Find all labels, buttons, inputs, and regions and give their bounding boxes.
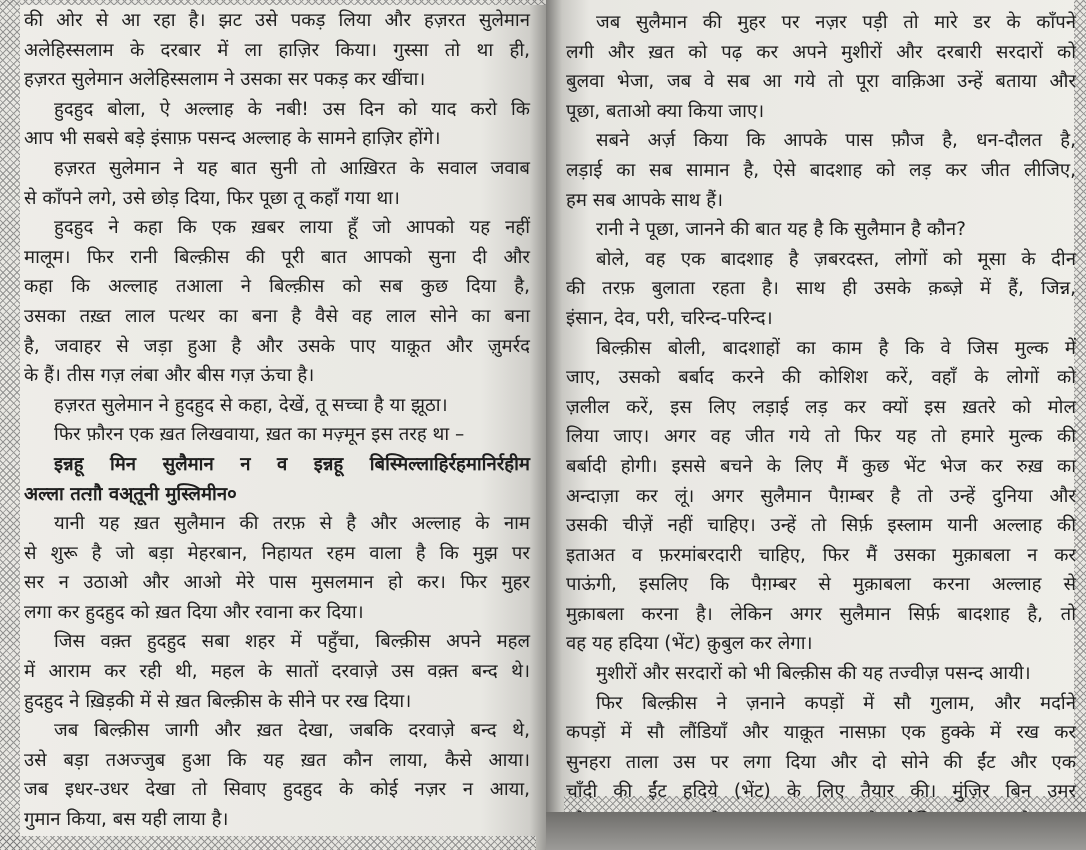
text-line: जिस वक़्त हुदहुद सबा शहर में पहुँचा, बिल्क़ीस अपने महल (54, 631, 530, 653)
right-page-text (566, 8, 1076, 837)
bottom-border-pattern (0, 836, 536, 850)
text-line: इंसान, देव, परी, चरिन्द-परिन्द। (566, 307, 773, 329)
right-page (546, 0, 1086, 812)
page-shadow (546, 812, 1086, 850)
text-line: जब बिल्क़ीस जागी और ख़त देखा, जबकि दरवाज़े बन्द थे, (54, 720, 530, 742)
text-line: बोले, वह एक बादशाह है ज़बरदस्त, लोगों को मूसा के दीन (596, 248, 1076, 270)
text-line: में आराम कर रही थी, महल के सातों दरवाज़े उस वक़्त बन्द थे। (24, 661, 530, 683)
left-page-text (24, 6, 530, 835)
text-line: मुक़ाबला करना है। लेकिन अगर सुलैमान सिर्फ़ बादशाह है, तो (566, 603, 1076, 625)
text-line: कहा कि अल्लाह तआला ने बिल्क़ीस को सब कुछ दिया है, (24, 276, 530, 298)
text-line: सबने अर्ज़ किया कि आपके पास फ़ौज है, धन-दौलत है, (596, 130, 1076, 152)
text-line: मालूम। फिर रानी बिल्क़ीस की पूरी बात आपको सुना दी और (24, 246, 530, 268)
text-line: लड़ाई का सब सामान है, ऐसे बादशाह को लड़ कर जीत लीजिए, (566, 159, 1076, 181)
text-line: हज़रत सुलेमान ने हुदहुद से कहा, देखें, तू सच्चा है या झूठा। (54, 394, 448, 416)
text-line: की तरफ़ बुलाता रहता है। साथ ही उसके क़ब्ज़े में हैं, जिन्न, (566, 278, 1076, 300)
text-line: जब सुलैमान की मुहर पर नज़र पड़ी तो मारे डर के काँपने (596, 12, 1076, 33)
text-line: फिर फ़ौरन एक ख़त लिखवाया, ख़त का मज़्मून इस तरह था – (54, 424, 465, 446)
text-line: सर न उठाओ और आओ मेरे पास मुसलमान हो कर। फिर मुहर (24, 572, 530, 594)
text-line: उसे बड़ा तअज्जुब हुआ कि यह ख़त कौन लाया, कैसे आया। (24, 749, 530, 771)
text-line: वह यह हदिया (भेंट) क़ुबुल कर लेगा। (566, 633, 813, 655)
text-line: फिर बिल्क़ीस ने ज़नाने कपड़ों में सौ गुलाम, और मर्दाने (596, 692, 1076, 714)
text-line: कपड़ों में सौ लौंडियाँ और याक़ूत नासफ़ा एक हुक्के में रख कर (566, 722, 1076, 744)
left-border-pattern (0, 0, 20, 850)
text-line: रानी ने पूछा, जानने की बात यह है कि सुलैमान है कौन? (596, 219, 966, 241)
text-line: हुदहुद बोला, ऐ अल्लाह के नबी! उस दिन को याद करो कि (54, 98, 530, 120)
quoted-letter-line: इन्नहू मिन सुलैमान न व इन्नहू बिस्मिल्लाहिर्रहमानिर्रहीम (54, 453, 530, 475)
text-line: बुलवा भेजा, जब वे सब आ गये तो पूरा वाक़िआ उन्हें बताया और (566, 71, 1076, 93)
text-line: हज़रत सुलेमान अलेहिस्सलाम ने उसका सर पकड़ कर खींचा। (24, 69, 426, 91)
text-line: यानी यह ख़त सुलैमान की तरफ़ से है और अल्लाह के नाम (54, 513, 530, 535)
text-line: से काँपने लगे, उसे छोड़ दिया, फिर पूछा तू कहाँ गया था। (24, 187, 400, 209)
text-line: उसकी चीज़ें नहीं चाहिए। उन्हें तो सिर्फ़ इस्लाम यानी अल्लाह की (566, 515, 1076, 537)
text-line: लगा कर हुदहुद को ख़त दिया और रवाना कर दिया। (24, 601, 364, 623)
text-line: लगी और ख़त को पढ़ कर अपने मुशीरों और दरबारी सरदारों को (566, 41, 1076, 63)
text-line: के हैं। तीस गज़ लंबा और बीस गज़ ऊंचा है। (24, 365, 315, 387)
text-line: जब इधर-उधर देखा तो सिवाए हुदहुद के कोई नज़र न आया, (24, 779, 530, 801)
text-line: लिया जाए। अगर वह जीत गये तो फिर यह तो हमारे मुल्क की (566, 426, 1076, 448)
text-line: से शुरू है जो बड़ा मेहरबान, निहायत रहम वाला है कि मुझ पर (24, 542, 530, 564)
text-line: उसका तख़्त लाल पत्थर का बना है वैसे वह लाल सोने का बना (24, 305, 530, 327)
text-line: की ओर से आ रहा है। झट उसे पकड़ लिया और हज़रत सुलेमान (24, 10, 530, 31)
text-line: ज़लील करें, इस लिए लड़ाई लड़ कर क्यों इस ख़तरे को मोल (566, 396, 1076, 418)
top-border-pattern (0, 0, 546, 5)
text-line: बिल्क़ीस बोली, बादशाहों का काम है कि वे जिस मुल्क में (596, 337, 1076, 359)
quoted-letter-line: अल्ला तत्ग़ौ वअ्तूनी मुस्लिमीन० (24, 483, 237, 505)
text-line: पाऊंगी, इसलिए कि पैग़म्बर से मुक़ाबला करना अल्लाह से (566, 574, 1076, 596)
text-line: हज़रत सुलेमान ने यह बात सुनी तो आख़िरत के सवाल जवाब (54, 157, 530, 179)
text-line: इताअत व फ़रमांबरदारी चाहिए, फिर मैं उसका मुक़ाबला न कर (566, 544, 1076, 566)
text-line: मुशीरों और सरदारों को भी बिल्क़ीस की यह तज्वीज़ पसन्द आयी। (596, 663, 1031, 685)
text-line: अलेहिस्सलाम के दरबार में ला हाज़िर किया। गुस्सा तो था ही, (24, 39, 530, 61)
text-line: सुनहरा ताला उस पर लगा दिया और दो सोने की ईंट और एक (566, 751, 1076, 773)
text-line: हुदहुद ने कहा कि एक ख़बर लाया हूँ जो आपको यह नहीं (54, 217, 530, 239)
text-line: चाँदी की ईंट हदिये (भेंट) के लिए तैयार की। मुंज़िर बिन उमर (566, 781, 1076, 803)
text-line: हुदहुद ने ख़िड़की में से ख़त बिल्क़ीस के सीने पर रख दिया। (24, 690, 412, 712)
text-line: जाए, उसको बर्बाद करने की कोशिश करें, वहाँ के लोगों को (566, 367, 1076, 389)
text-line: हम सब आपके साथ हैं। (566, 189, 724, 211)
text-line: आप भी सबसे बड़े इंसाफ़ पसन्द अल्लाह के सामने हाज़िर होंगे। (24, 128, 441, 150)
text-line: बर्बादी होगी। इससे बचने के लिए मैं कुछ भेंट भेज कर रुख़ का (566, 455, 1076, 477)
text-line: पूछा, बताओ क्या किया जाए। (566, 100, 765, 122)
text-line: अन्दाज़ा कर लूं। अगर सुलैमान पैग़म्बर है तो उन्हें दुनिया और (566, 485, 1076, 507)
text-line: है, जवाहर से जड़ा हुआ है और उसके पाए याक़ूत और ज़ुमर्रद (24, 335, 530, 357)
text-line: गुमान किया, बस यही लाया है। (24, 809, 229, 831)
